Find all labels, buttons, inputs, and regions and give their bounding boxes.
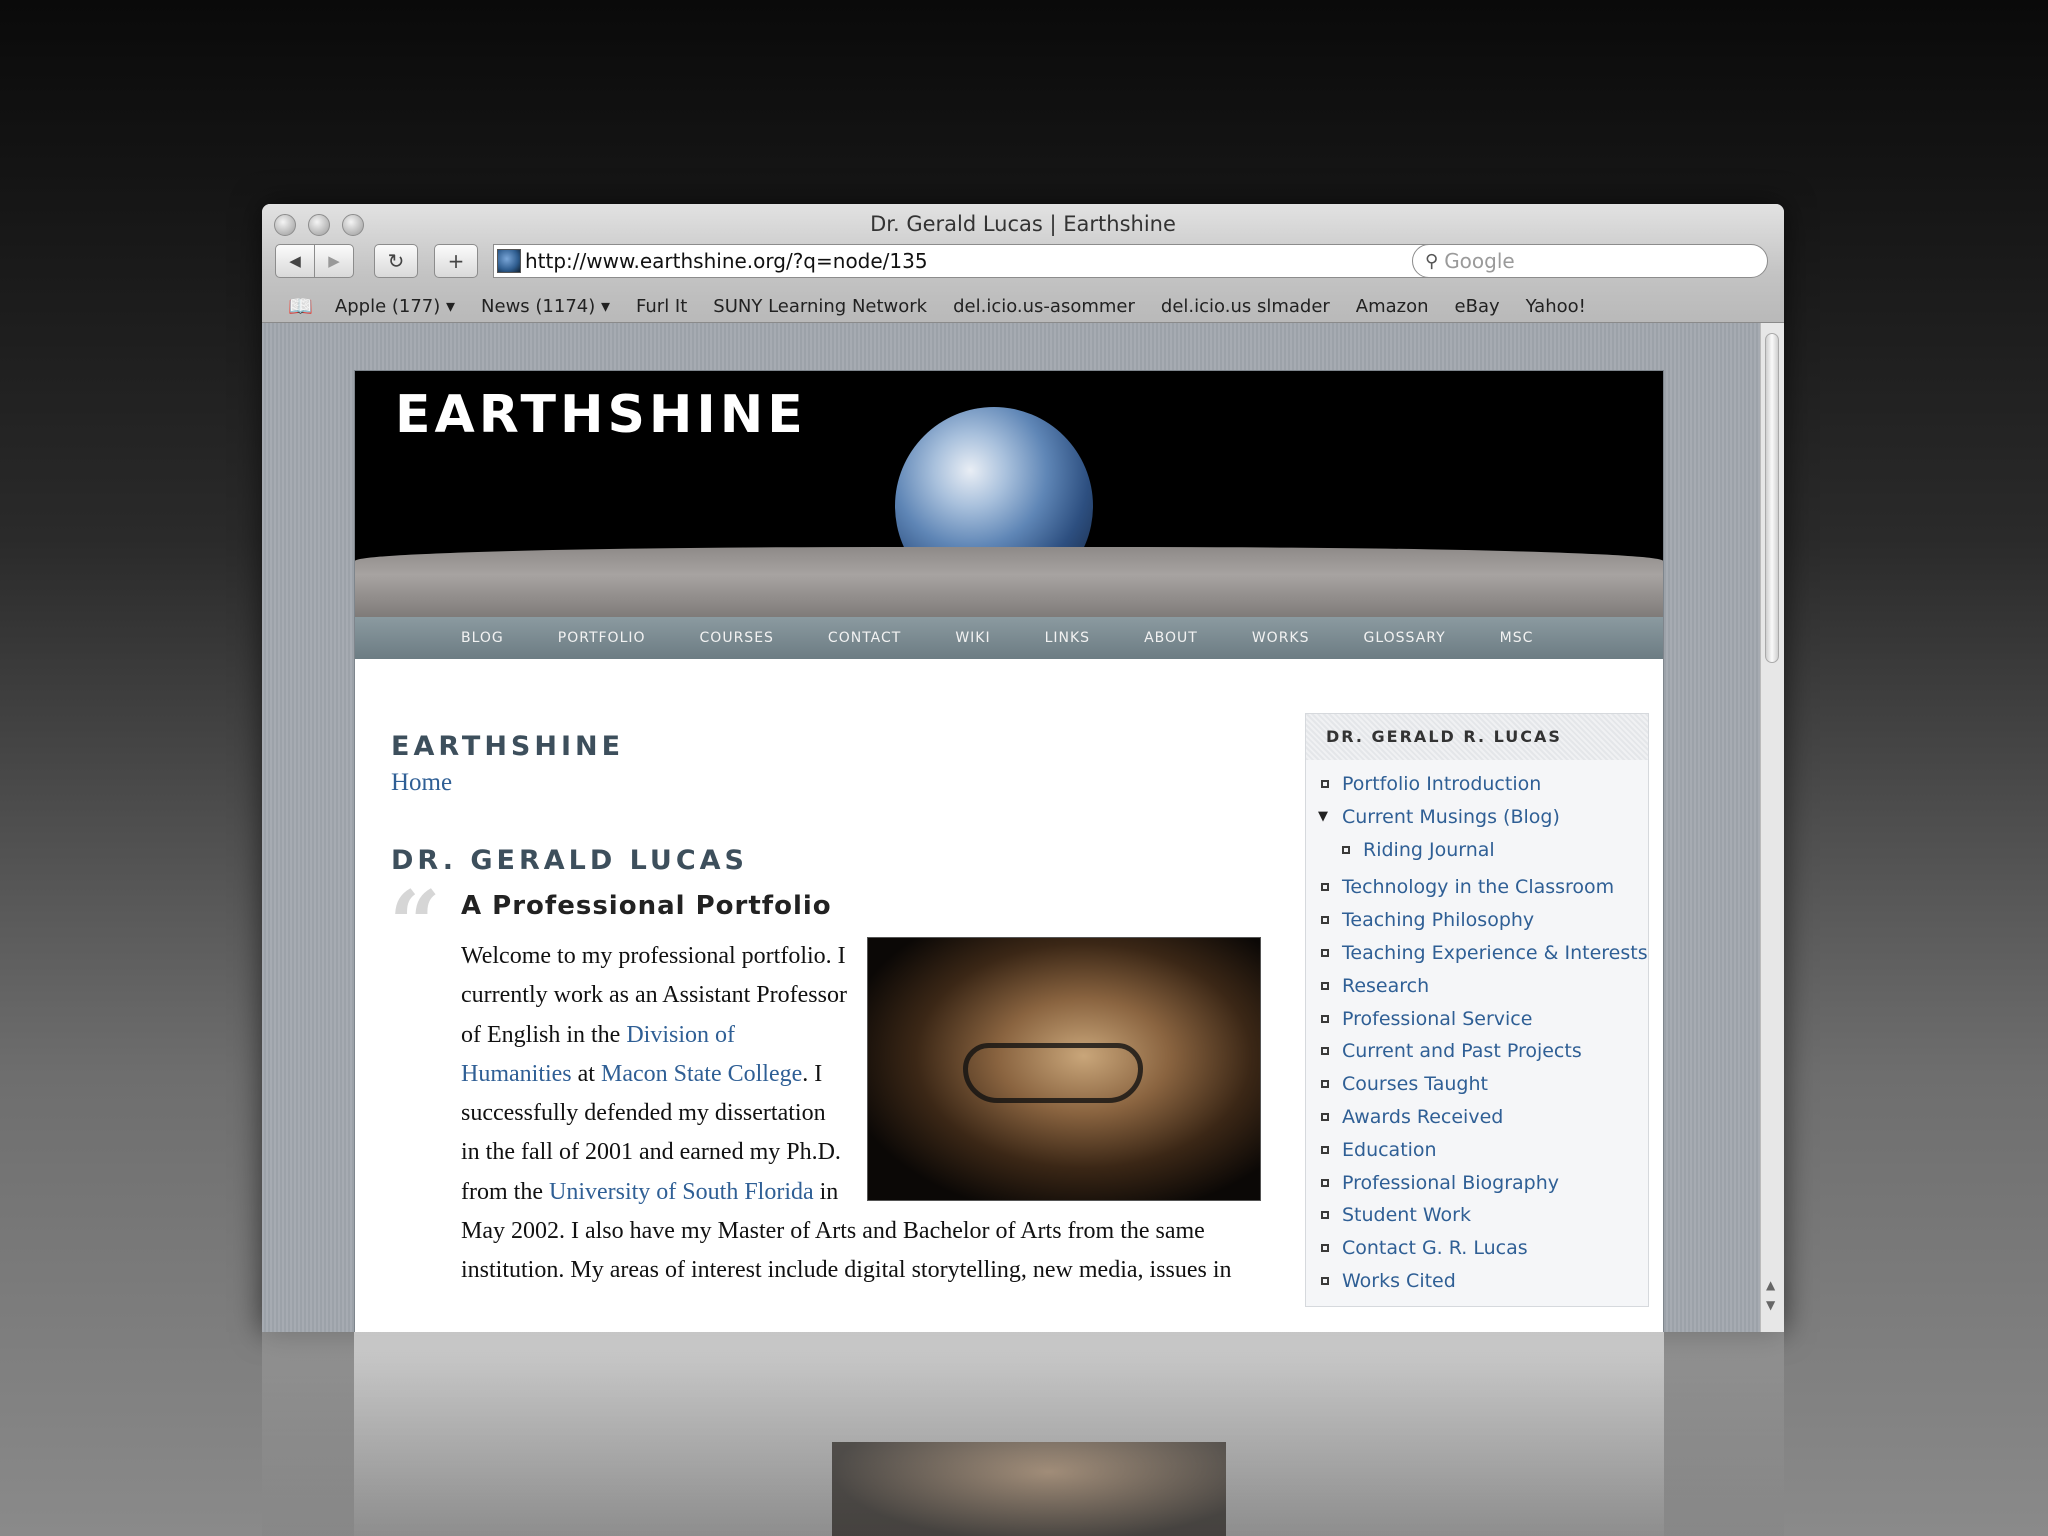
- sidebar-item[interactable]: [1306, 970, 1648, 1003]
- moon-surface-image: [355, 547, 1663, 617]
- sidebar-item[interactable]: [1306, 1068, 1648, 1101]
- site-banner: [355, 371, 1663, 617]
- sidebar-item-label: Technology in the Classroom: [1342, 876, 1615, 899]
- sidebar-item[interactable]: [1306, 1101, 1648, 1134]
- sidebar-item-label: Awards Received: [1342, 1105, 1504, 1128]
- nav-contact[interactable]: CONTACT: [827, 630, 902, 646]
- scroll-down-arrow-icon[interactable]: ▼: [1766, 1298, 1776, 1312]
- sidebar-item-expanded[interactable]: [1306, 801, 1648, 834]
- nav-portfolio[interactable]: PORTFOLIO: [557, 630, 646, 646]
- bullet-icon: [1321, 1015, 1329, 1023]
- bullet-icon: [1321, 982, 1329, 990]
- paragraph-text: . I successfully defended my dissertation in the fall of 2001 and earned my Ph.D. from the: [461, 1060, 841, 1205]
- bullet-icon: [1321, 1146, 1329, 1154]
- forward-arrow-icon: ▶: [328, 252, 340, 270]
- scroll-up-arrow-icon[interactable]: ▲: [1766, 1278, 1776, 1292]
- nav-glossary[interactable]: GLOSSARY: [1363, 630, 1446, 646]
- reload-icon: ↻: [387, 249, 405, 273]
- nav-blog[interactable]: BLOG: [461, 630, 504, 646]
- bookmark-item[interactable]: SUNY Learning Network: [713, 295, 928, 317]
- bookmark-item[interactable]: Amazon: [1355, 295, 1429, 317]
- sidebar-item-label: Research: [1342, 974, 1430, 997]
- sidebar-item-label: Current and Past Projects: [1342, 1040, 1582, 1063]
- sidebar-item[interactable]: [1306, 1199, 1648, 1232]
- address-bar[interactable]: [493, 244, 1453, 278]
- bullet-icon: [1342, 846, 1350, 854]
- back-button[interactable]: [275, 244, 315, 278]
- bullet-icon: [1321, 1244, 1329, 1252]
- url-text: http://www.earthshine.org/?q=node/135: [525, 249, 928, 273]
- bookmark-item[interactable]: Apple (177) ▾: [334, 295, 456, 317]
- forward-button[interactable]: [314, 244, 354, 278]
- bookmarks-book-icon[interactable]: 📖: [288, 294, 313, 318]
- college-link[interactable]: Macon State College: [600, 1060, 803, 1087]
- sidebar-item-label: Current Musings (Blog): [1342, 805, 1560, 828]
- bullet-icon: [1321, 949, 1329, 957]
- sidebar-item[interactable]: [1306, 1035, 1648, 1068]
- paragraph-text: in May 2002. I also have my Master of Arts and Bachelor of Arts from the same institution. My areas of interest include digital storytelling, new media, issues in: [461, 1178, 1232, 1284]
- plus-icon: +: [447, 249, 465, 273]
- title-bar: [262, 204, 1784, 323]
- nav-courses[interactable]: COURSES: [699, 630, 774, 646]
- sidebar-item-label: Works Cited: [1342, 1269, 1456, 1292]
- sidebar-item-label: Student Work: [1342, 1204, 1471, 1227]
- sidebar-item-label: Portfolio Introduction: [1342, 773, 1542, 795]
- sidebar-item[interactable]: [1306, 937, 1648, 970]
- bullet-icon: [1321, 1113, 1329, 1121]
- nav-works[interactable]: WORKS: [1251, 630, 1310, 646]
- division-link[interactable]: Division of Humanities: [461, 1021, 735, 1087]
- bullet-icon: [1321, 1080, 1329, 1088]
- portrait-glasses-shape: [963, 1043, 1143, 1103]
- bookmark-item[interactable]: News (1174) ▾: [481, 295, 611, 317]
- window-title: Dr. Gerald Lucas | Earthshine: [870, 212, 1176, 236]
- bullet-icon: [1321, 1179, 1329, 1187]
- bullet-icon: [1321, 883, 1329, 891]
- sidebar-item[interactable]: [1306, 1003, 1648, 1036]
- favicon-icon: [497, 249, 521, 273]
- back-arrow-icon: ◀: [289, 252, 301, 270]
- magnifier-icon: ⚲: [1425, 250, 1439, 272]
- expanded-triangle-icon: ▼: [1318, 808, 1328, 824]
- web-page: [354, 370, 1664, 1332]
- page-title: A Professional Portfolio: [461, 891, 832, 921]
- bookmark-item[interactable]: Yahoo!: [1525, 295, 1586, 317]
- sidebar-item[interactable]: [1306, 1265, 1648, 1298]
- nav-about[interactable]: ABOUT: [1144, 630, 1198, 646]
- sidebar-item[interactable]: [1306, 904, 1648, 937]
- bookmark-item[interactable]: eBay: [1454, 295, 1500, 317]
- sidebar: [1305, 713, 1649, 1307]
- university-link[interactable]: University of South Florida: [548, 1178, 814, 1205]
- bullet-icon: [1321, 916, 1329, 924]
- sidebar-item-label: Teaching Philosophy: [1342, 909, 1535, 932]
- breadcrumb-home-link[interactable]: Home: [391, 769, 453, 796]
- paragraph-text: at: [571, 1060, 601, 1087]
- portrait-photo: [867, 937, 1261, 1201]
- sidebar-item[interactable]: [1306, 1134, 1648, 1167]
- vertical-scrollbar[interactable]: [1760, 323, 1784, 1332]
- sidebar-item-label: Education: [1342, 1138, 1437, 1161]
- browser-window: [262, 204, 1784, 1332]
- scroll-thumb[interactable]: [1765, 333, 1779, 663]
- sidebar-item-label: Professional Biography: [1342, 1171, 1560, 1194]
- sidebar-item-label: Teaching Experience & Interests: [1342, 941, 1648, 964]
- add-bookmark-button[interactable]: [434, 244, 478, 278]
- search-input[interactable]: [1412, 244, 1768, 278]
- sidebar-item[interactable]: [1306, 768, 1648, 801]
- page-viewport: [262, 323, 1760, 1332]
- bookmark-item[interactable]: del.icio.us-asommer: [953, 295, 1135, 317]
- sidebar-item-label: Contact G. R. Lucas: [1342, 1237, 1528, 1260]
- quote-mark-icon: “: [389, 871, 441, 977]
- window-reflection: [262, 1332, 1784, 1536]
- reload-button[interactable]: [374, 244, 418, 278]
- sidebar-item[interactable]: [1306, 871, 1648, 904]
- bullet-icon: [1321, 1211, 1329, 1219]
- reflection-photo: [832, 1442, 1226, 1536]
- sidebar-item-label: Riding Journal: [1363, 838, 1495, 861]
- bookmark-item[interactable]: del.icio.us slmader: [1160, 295, 1330, 317]
- sidebar-item-label: Courses Taught: [1342, 1073, 1488, 1096]
- bullet-icon: [1321, 780, 1329, 788]
- bookmark-item[interactable]: Furl It: [636, 295, 688, 317]
- bookmarks-bar: [262, 290, 1784, 322]
- sidebar-item-label: Professional Service: [1342, 1007, 1533, 1030]
- bullet-icon: [1321, 1277, 1329, 1285]
- author-heading: DR. GERALD LUCAS: [391, 845, 748, 876]
- banner-title: EARTHSHINE: [395, 385, 807, 445]
- sidebar-item[interactable]: [1306, 1232, 1648, 1265]
- sidebar-menu: [1306, 760, 1648, 1298]
- sidebar-subitem[interactable]: [1306, 834, 1648, 867]
- paragraph-text: Welcome to my professional portfolio. I currently work as an Assistant Professor of English in the: [461, 943, 847, 1048]
- sidebar-item[interactable]: [1306, 1167, 1648, 1200]
- site-nav: [355, 617, 1663, 659]
- sidebar-title: DR. GERALD R. LUCAS: [1306, 714, 1648, 760]
- nav-wiki[interactable]: WIKI: [955, 630, 991, 646]
- bullet-icon: [1321, 1047, 1329, 1055]
- nav-msc[interactable]: MSC: [1499, 630, 1534, 646]
- search-placeholder: Google: [1444, 249, 1515, 273]
- site-heading: EARTHSHINE: [391, 731, 625, 762]
- nav-links[interactable]: LINKS: [1044, 630, 1091, 646]
- intro-paragraph: [461, 937, 1261, 1291]
